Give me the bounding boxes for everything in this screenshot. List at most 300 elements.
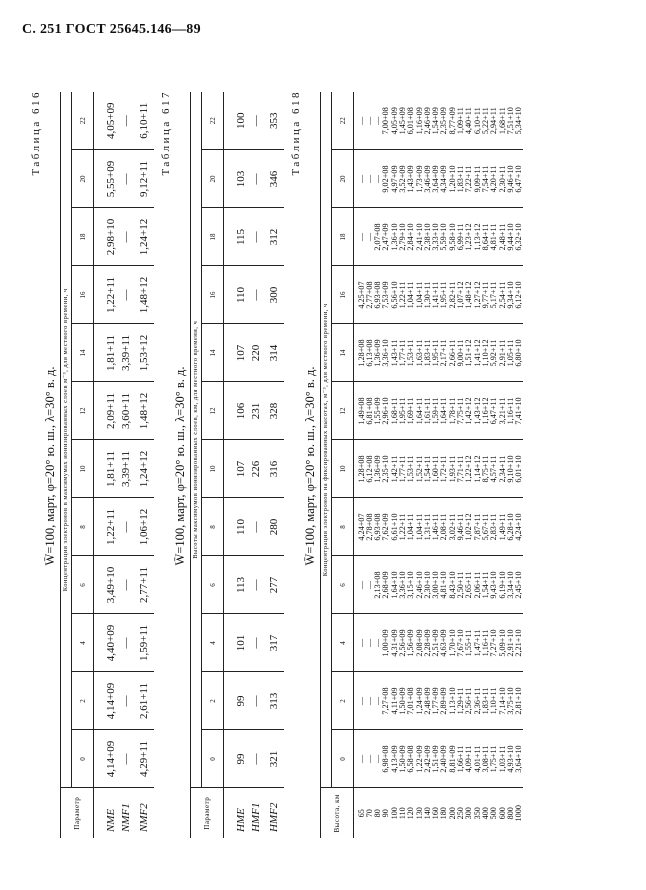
table-cell: 7,53+09 (382, 266, 390, 324)
table-cell: 99 (224, 730, 248, 788)
table-cell: — (248, 92, 266, 150)
table-cell: 1,64+10 (391, 556, 399, 614)
table-cell: 1,93+11 (449, 440, 457, 498)
table-cell: 2,68+09 (382, 556, 390, 614)
table-cell: 2,06+11 (474, 556, 482, 614)
table-cell: 1,24+12 (136, 440, 154, 498)
table-cell: 353 (266, 92, 284, 150)
table-cell: 7,27+10 (490, 614, 498, 672)
hour-header: 20 (332, 150, 354, 208)
table-cell: 6,58+08 (407, 730, 415, 788)
table-cell: 1,68+11 (391, 382, 399, 440)
table-cell: 1,23+12 (465, 208, 473, 266)
row-label: 500 (489, 807, 499, 820)
row-label: 130 (414, 807, 424, 820)
table-cell: 1,20+10 (449, 150, 457, 208)
table-cell: 2,77+08 (366, 266, 374, 324)
table-cell: 1,53+11 (407, 440, 415, 498)
hour-header: 22 (332, 92, 354, 150)
hour-header: 20 (72, 150, 94, 208)
table-cell: 7,71+11 (457, 440, 465, 498)
table-cell: 1,43+11 (391, 324, 399, 382)
table-cell: 2,40+09 (440, 730, 448, 788)
table-cell: 6,10+11 (136, 92, 154, 150)
table-cell: 1,50+09 (399, 730, 407, 788)
table-cell: 3,02+11 (449, 498, 457, 556)
table-cell: 1,50+09 (399, 672, 407, 730)
hour-header: 10 (332, 440, 354, 498)
table-cell: 1,16+12 (482, 382, 490, 440)
hour-header: 16 (332, 266, 354, 324)
table-cell: 2,41+10 (416, 208, 424, 266)
row-label: 70 (364, 809, 374, 818)
table-cell: 2,46+10 (416, 556, 424, 614)
table-cell: 1,45+09 (399, 92, 407, 150)
table-618 (320, 92, 523, 838)
table-cell: 7,62+09 (382, 498, 390, 556)
table-cell: 1,02+12 (465, 498, 473, 556)
table-cell: 1,77+09 (432, 672, 440, 730)
table-cell: 277 (266, 556, 284, 614)
table-cell: — (366, 556, 374, 614)
hour-header: 12 (332, 382, 354, 440)
table-cell: — (366, 614, 374, 672)
table-cell: 2,46+09 (424, 92, 432, 150)
table-cell: 107 (224, 440, 248, 498)
table-cell: 4,57+11 (490, 440, 498, 498)
table-cell: 2,65+11 (465, 556, 473, 614)
hour-header: 18 (202, 208, 224, 266)
table-cell: 8,75+11 (482, 440, 490, 498)
table-cell: 1,41+12 (474, 324, 482, 382)
table-cell: 4,14+09 (94, 672, 118, 730)
hour-header: 22 (202, 92, 224, 150)
table-cell: 6,93+08 (374, 266, 382, 324)
table-cell: 1,41+11 (432, 266, 440, 324)
table-cell: 2,77+11 (136, 556, 154, 614)
table-cell: 1,24+09 (416, 672, 424, 730)
table-cell: 2,28+09 (424, 614, 432, 672)
row-label: HME (234, 808, 247, 832)
row-header: Высота, км (321, 788, 354, 838)
table-cell: 4,93+10 (507, 730, 515, 788)
table-cell: 4,81+10 (440, 556, 448, 614)
table-cell: 1,36+09 (374, 440, 382, 498)
table-617-label: Таблица 617 (160, 90, 172, 176)
table-cell: 7,14+10 (499, 672, 507, 730)
table-cell: — (366, 150, 374, 208)
table-cell: 1,60+11 (432, 440, 440, 498)
row-label: 250 (456, 807, 466, 820)
table-cell: 1,81+11 (94, 324, 118, 382)
table-cell: 1,51+12 (465, 324, 473, 382)
table-cell: 3,08+11 (482, 730, 490, 788)
table-cell: 115 (224, 208, 248, 266)
hour-header: 18 (332, 208, 354, 266)
table-cell: 1,07+12 (457, 266, 465, 324)
table-cell: 3,21+11 (499, 382, 507, 440)
table-cell: 9,43+10 (490, 556, 498, 614)
table-cell: 1,28+08 (354, 440, 366, 498)
table-616 (60, 92, 154, 838)
table-cell: — (118, 672, 136, 730)
table-cell: 1,42+12 (465, 382, 473, 440)
table-cell: 2,61+11 (136, 672, 154, 730)
table-cell: 2,38+10 (424, 208, 432, 266)
table-cell: 6,47+10 (515, 150, 523, 208)
table-cell: 2,35+09 (440, 92, 448, 150)
table-cell: 5,34+10 (515, 92, 523, 150)
table-cell: 4,24+10 (515, 498, 523, 556)
table-cell: 1,28+08 (354, 324, 366, 382)
hour-header: 8 (72, 498, 94, 556)
table-cell: 4,20+11 (490, 150, 498, 208)
table-cell: 6,47+11 (490, 382, 498, 440)
table-cell: 1,22+11 (399, 266, 407, 324)
table-cell: 6,32+10 (515, 208, 523, 266)
table-cell: 1,14+12 (474, 440, 482, 498)
hour-header: 0 (72, 730, 94, 788)
table-cell: 1,05+11 (507, 324, 515, 382)
hour-header: 12 (72, 382, 94, 440)
hour-header: 16 (202, 266, 224, 324)
hour-header: 6 (332, 556, 354, 614)
row-header: Параметр (61, 788, 94, 838)
table-cell: 2,83+11 (490, 498, 498, 556)
table-cell: 328 (266, 382, 284, 440)
table-cell: 6,01+08 (407, 92, 415, 150)
table-cell: 2,79+10 (399, 208, 407, 266)
table-cell: — (118, 150, 136, 208)
table-cell: — (118, 498, 136, 556)
table-cell: — (374, 730, 382, 788)
table-cell: 6,98+08 (382, 730, 390, 788)
table-caption: Концентрация электронов на фиксированных высотах, м⁻³, для местного времени, ч (321, 92, 332, 788)
table-cell: 1,29+11 (457, 672, 465, 730)
table-cell: 6,10+11 (474, 92, 482, 150)
rotated-page-content (30, 90, 600, 842)
row-label: 180 (439, 807, 449, 820)
table-cell: 1,70+10 (449, 614, 457, 672)
hour-header: 22 (72, 92, 94, 150)
table-cell: 2,89+09 (440, 672, 448, 730)
hour-header: 4 (202, 614, 224, 672)
table-cell: 9,77+11 (482, 266, 490, 324)
table-cell: 280 (266, 498, 284, 556)
table-cell: 1,36+10 (391, 208, 399, 266)
table-row (224, 92, 248, 838)
table-cell: 4,24+07 (354, 498, 366, 556)
table-cell: 1,22+11 (94, 498, 118, 556)
table-cell: 1,75+11 (490, 730, 498, 788)
table-cell: 6,12+10 (515, 266, 523, 324)
table-cell: 1,09+11 (457, 92, 465, 150)
table-cell: 1,66+11 (457, 730, 465, 788)
table-cell: 3,64+09 (432, 150, 440, 208)
table-cell: 8,81+09 (449, 730, 457, 788)
table-cell: 2,51+09 (432, 614, 440, 672)
table-cell: 3,52+09 (399, 150, 407, 208)
row-label: 65 (356, 809, 366, 818)
table-cell: 5,17+11 (490, 266, 498, 324)
table-cell: — (248, 266, 266, 324)
table-cell: 3,39+11 (118, 440, 136, 498)
table-cell: 9,44+10 (507, 208, 515, 266)
table-cell: 314 (266, 324, 284, 382)
hour-header: 16 (72, 266, 94, 324)
table-cell: 7,00+08 (382, 92, 390, 150)
table-cell: 7,75+11 (457, 382, 465, 440)
table-cell: 4,11+09 (391, 672, 399, 730)
table-cell: 3,46+09 (424, 150, 432, 208)
table-cell: 3,36+10 (399, 556, 407, 614)
table-cell: 1,04+11 (416, 498, 424, 556)
hour-header: 4 (72, 614, 94, 672)
table-cell: 4,34+09 (440, 150, 448, 208)
table-cell: 2,50+11 (457, 556, 465, 614)
table-cell: 4,31+09 (391, 614, 399, 672)
table-cell: 4,05+09 (94, 92, 118, 150)
table-cell: — (354, 92, 366, 150)
table-618-title: W̄=100, март, φ=20° ю. ш., λ=30° в. д. (303, 366, 317, 566)
table-cell: 4,40+11 (465, 92, 473, 150)
table-cell: 2,30+11 (499, 150, 507, 208)
table-cell: 4,05+09 (391, 92, 399, 150)
table-cell: 8,64+11 (482, 208, 490, 266)
table-cell: 1,68+11 (499, 92, 507, 150)
table-cell: 2,47+09 (382, 208, 390, 266)
table-cell: 3,75+10 (507, 672, 515, 730)
table-cell: 5,22+11 (482, 92, 490, 150)
table-cell: 9,09+11 (474, 150, 482, 208)
table-cell: 1,42+11 (391, 440, 399, 498)
row-label: 1000 (514, 805, 524, 822)
table-cell: 3,60+11 (118, 382, 136, 440)
table-cell: — (374, 150, 382, 208)
table-cell: — (248, 730, 266, 788)
table-cell: 6,56+10 (391, 266, 399, 324)
table-cell: 2,08+11 (440, 498, 448, 556)
table-cell: 2,08+09 (416, 614, 424, 672)
row-label: NME (104, 808, 117, 832)
table-cell: 2,98+10 (94, 208, 118, 266)
table-cell: 1,61+11 (424, 382, 432, 440)
table-617 (190, 92, 284, 838)
table-cell: 1,30+11 (424, 266, 432, 324)
table-cell: 1,49+08 (354, 382, 366, 440)
table-cell: 1,13+10 (449, 672, 457, 730)
table-cell: 1,54+11 (482, 556, 490, 614)
table-cell: 1,47+11 (474, 614, 482, 672)
table-cell: 9,46+11 (457, 498, 465, 556)
table-cell: 6,19+10 (499, 556, 507, 614)
table-cell: 6,13+08 (366, 324, 374, 382)
table-cell: 2,91+10 (507, 614, 515, 672)
table-cell: — (248, 614, 266, 672)
table-cell: 1,64+11 (440, 382, 448, 440)
table-cell: 6,12+08 (366, 440, 374, 498)
table-cell: 226 (248, 440, 266, 498)
table-cell: 312 (266, 208, 284, 266)
table-cell: 2,66+11 (449, 324, 457, 382)
table-cell: 3,36+10 (382, 324, 390, 382)
table-cell: 1,69+11 (407, 382, 415, 440)
table-cell: 1,78+11 (449, 382, 457, 440)
table-cell: 1,48+12 (136, 266, 154, 324)
table-cell: — (366, 92, 374, 150)
table-cell: 5,59+10 (440, 208, 448, 266)
table-cell: — (366, 208, 374, 266)
table-cell: 6,93+08 (374, 498, 382, 556)
table-cell: 2,91+11 (499, 324, 507, 382)
table-cell: 317 (266, 614, 284, 672)
row-label: 200 (447, 807, 457, 820)
table-cell: 346 (266, 150, 284, 208)
table-cell: — (118, 208, 136, 266)
table-cell: 316 (266, 440, 284, 498)
row-label: NMF2 (138, 803, 150, 832)
table-cell: 1,31+11 (424, 498, 432, 556)
table-cell: — (374, 92, 382, 150)
table-cell: 9,12+11 (136, 150, 154, 208)
table-cell: — (354, 208, 366, 266)
table-cell: 1,43+09 (407, 150, 415, 208)
table-cell: 2,94+11 (490, 92, 498, 150)
hour-header: 6 (72, 556, 94, 614)
table-cell: 5,92+11 (490, 324, 498, 382)
table-cell: 2,54+11 (499, 266, 507, 324)
row-label: 800 (505, 807, 515, 820)
table-row (266, 92, 284, 838)
table-cell: 4,81+11 (490, 208, 498, 266)
table-cell: — (248, 208, 266, 266)
table-cell: 6,99+11 (457, 208, 465, 266)
table-cell: 3,64+10 (515, 730, 523, 788)
hour-header: 14 (332, 324, 354, 382)
table-cell: — (366, 730, 374, 788)
table-cell: 1,54+09 (432, 92, 440, 150)
table-cell: 1,22+11 (399, 498, 407, 556)
table-cell: 4,40+09 (94, 614, 118, 672)
hour-header: 14 (202, 324, 224, 382)
table-cell: 3,49+10 (94, 556, 118, 614)
table-cell: 2,34+11 (499, 440, 507, 498)
table-cell: 2,21+10 (515, 614, 523, 672)
table-cell: — (118, 556, 136, 614)
table-cell: 113 (224, 556, 248, 614)
table-cell: 5,09+10 (499, 614, 507, 672)
table-cell: 4,29+11 (136, 730, 154, 788)
table-cell: — (366, 672, 374, 730)
table-618-label: Таблица 618 (290, 90, 302, 176)
table-cell: 1,55+09 (374, 382, 382, 440)
table-cell: 7,41+10 (515, 382, 523, 440)
table-cell: 2,45+10 (515, 556, 523, 614)
table-cell: 7,22+11 (465, 150, 473, 208)
table-cell: 7,51+10 (507, 92, 515, 150)
table-cell: 1,46+11 (432, 498, 440, 556)
table-cell: 2,42+09 (424, 730, 432, 788)
table-cell: — (118, 730, 136, 788)
row-label: 300 (464, 807, 474, 820)
hour-header: 18 (72, 208, 94, 266)
table-cell: 1,04+11 (407, 266, 415, 324)
table-cell: 1,16+09 (416, 92, 424, 150)
table-cell: 2,96+10 (382, 382, 390, 440)
table-cell: 2,84+10 (407, 208, 415, 266)
table-cell: — (118, 614, 136, 672)
hour-header: 0 (202, 730, 224, 788)
table-cell: 1,48+12 (465, 266, 473, 324)
hour-header: 2 (332, 672, 354, 730)
table-cell: 1,83+11 (482, 672, 490, 730)
table-cell: 5,55+09 (94, 150, 118, 208)
table-cell: 2,30+10 (424, 556, 432, 614)
hour-header: 6 (202, 556, 224, 614)
table-cell: — (248, 672, 266, 730)
row-label: 600 (497, 807, 507, 820)
hour-header: 8 (332, 498, 354, 556)
table-row (118, 92, 136, 838)
table-cell: 6,81+08 (366, 382, 374, 440)
table-cell: 110 (224, 266, 248, 324)
table-cell: 8,43+10 (449, 556, 457, 614)
table-cell: 2,35+10 (382, 440, 390, 498)
table-cell: 1,95+11 (432, 324, 440, 382)
table-cell: 4,09+11 (465, 730, 473, 788)
hour-header: 10 (202, 440, 224, 498)
table-617-title: W̄=100, март, φ=20° ю. ш., λ=30° в. д. (173, 366, 187, 566)
table-cell: 106 (224, 382, 248, 440)
table-cell: 1,52+11 (416, 440, 424, 498)
table-cell: 1,36+09 (374, 324, 382, 382)
table-cell: — (354, 150, 366, 208)
table-row (248, 92, 266, 838)
table-cell: 4,01+11 (474, 730, 482, 788)
hour-header: 8 (202, 498, 224, 556)
table-cell: 2,13+08 (374, 556, 382, 614)
table-cell: 1,64+11 (416, 382, 424, 440)
table-cell: — (118, 92, 136, 150)
row-label: NMF1 (120, 803, 132, 832)
table-cell: 8,77+09 (449, 92, 457, 150)
table-caption: Высоты максимумов ионизированных слоев, км, для местного времени, ч (191, 92, 202, 788)
row-label: HMF2 (268, 802, 280, 832)
table-cell: 9,10+10 (507, 440, 515, 498)
row-label: HMF1 (250, 802, 262, 832)
table-cell: 99 (224, 672, 248, 730)
table-row (136, 92, 154, 838)
table-cell: 3,15+10 (407, 556, 415, 614)
table-cell: 101 (224, 614, 248, 672)
table-caption: Концентрация электронов в максимумах ионизированных слоев м⁻³, для местного времени, ч (61, 92, 72, 788)
table-cell: 321 (266, 730, 284, 788)
table-cell: 2,82+11 (449, 266, 457, 324)
table-row (94, 92, 118, 838)
table-cell: 1,06+12 (136, 498, 154, 556)
table-cell: 231 (248, 382, 266, 440)
table-cell: — (248, 150, 266, 208)
row-label: 100 (389, 807, 399, 820)
table-cell: 1,16+11 (482, 614, 490, 672)
table-cell: 1,13+12 (474, 208, 482, 266)
table-cell: 2,48+09 (424, 672, 432, 730)
table-616-label: Таблица 616 (30, 90, 42, 176)
table-cell: 2,56+11 (465, 672, 473, 730)
table-cell: 7,27+08 (382, 672, 390, 730)
table-cell: 2,78+08 (366, 498, 374, 556)
table-cell: 4,25+07 (354, 266, 366, 324)
